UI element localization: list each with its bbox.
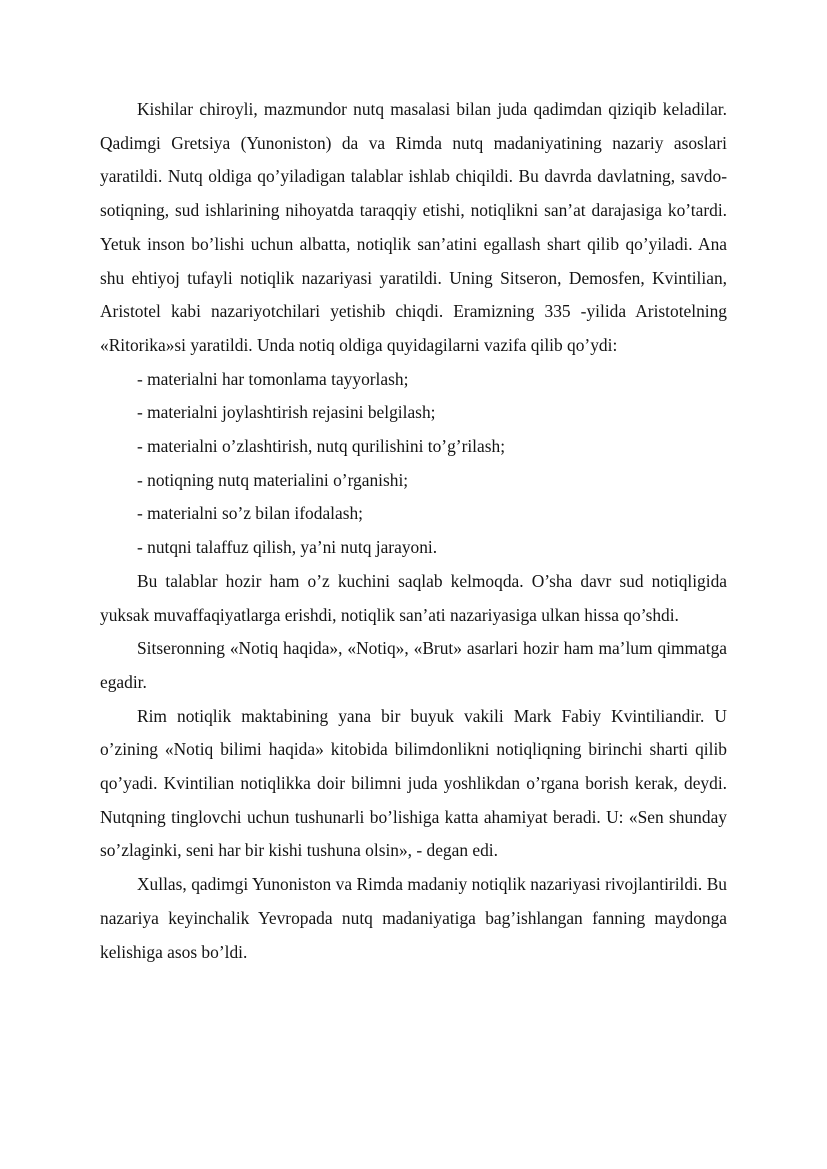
- paragraph-sitseron: Sitseronning «Notiq haqida», «Notiq», «Brut» asarlari hozir ham ma’lum qimmatga egadir.: [100, 638, 727, 692]
- list-item: - materialni har tomonlama tayyorlash;: [137, 368, 409, 389]
- list-item: - notiqning nutq materialini o’rganishi;: [137, 469, 409, 490]
- paragraph-requirements: Bu talablar hozir ham o’z kuchini saqlab kelmoqda. O’sha davr sud notiqligida yuksak muvaffaqiyatlarga erishdi, notiqlik san’ati nazariyasiga ulkan hissa qo’shdi.: [100, 570, 727, 625]
- paragraph-kvintilian: Rim notiqlik maktabining yana bir buyuk vakili Mark Fabiy Kvintiliandir. U o’zining «Notiq bilimi haqida» kitobida bilimdonlikni notiqliqning birinchi sharti qilib qo’yadi. Kvintilian notiqlikka doir bilimni juda yoshlikdan o’rgana borish kerak, deydi. Nutqning tinglovchi uchun tushunarli bo’lishiga katta ahamiyat beradi. U: «Sen shunday so’zlaginki, seni har bir kishi tushuna olsin», - degan edi.: [100, 705, 727, 861]
- list-item: - materialni joylashtirish rejasini belgilash;: [137, 402, 436, 423]
- document-page: [100, 93, 727, 969]
- list-item: - nutqni talaffuz qilish, ya’ni nutq jarayoni.: [137, 537, 438, 558]
- paragraph-conclusion: Xullas, qadimgi Yunoniston va Rimda madaniy notiqlik nazariyasi rivojlantirildi. Bu nazariya keyinchalik Yevropada nutq madaniyatiga bag’ishlangan fanning maydonga kelishiga asos bo’ldi.: [100, 874, 727, 962]
- paragraph-intro: Kishilar chiroyli, mazmundor nutq masalasi bilan juda qadimdan qiziqib keladilar. Qadimgi Gretsiya (Yunoniston) da va Rimda nutq madaniyatining nazariy asoslari yaratildi. Nutq oldiga qo’yiladigan talablar ishlab chiqildi. Bu davrda davlatning, savdo-sotiqning, sud ishlarining nihoyatda taraqqiy etishi, notiqlikni san’at darajasiga ko’tardi. Yetuk inson bo’lishi uchun albatta, notiqlik san’atini egallash shart qilib qo’yiladi. Ana shu ehtiyoj tufayli notiqlik nazariyasi yaratildi. Uning Sitseron, Demosfen, Kvintilian, Aristotel kabi nazariyotchilari yetishib chiqdi. Eramizning 335 -yilida Aristotelning «Ritorika»si yaratildi. Unda notiq oldiga quyidagilarni vazifa qilib qo’ydi:: [100, 99, 727, 355]
- task-list: [100, 363, 727, 565]
- list-item: - materialni o’zlashtirish, nutq qurilishini to’g’rilash;: [137, 436, 506, 457]
- list-item: - materialni so’z bilan ifodalash;: [137, 503, 364, 524]
